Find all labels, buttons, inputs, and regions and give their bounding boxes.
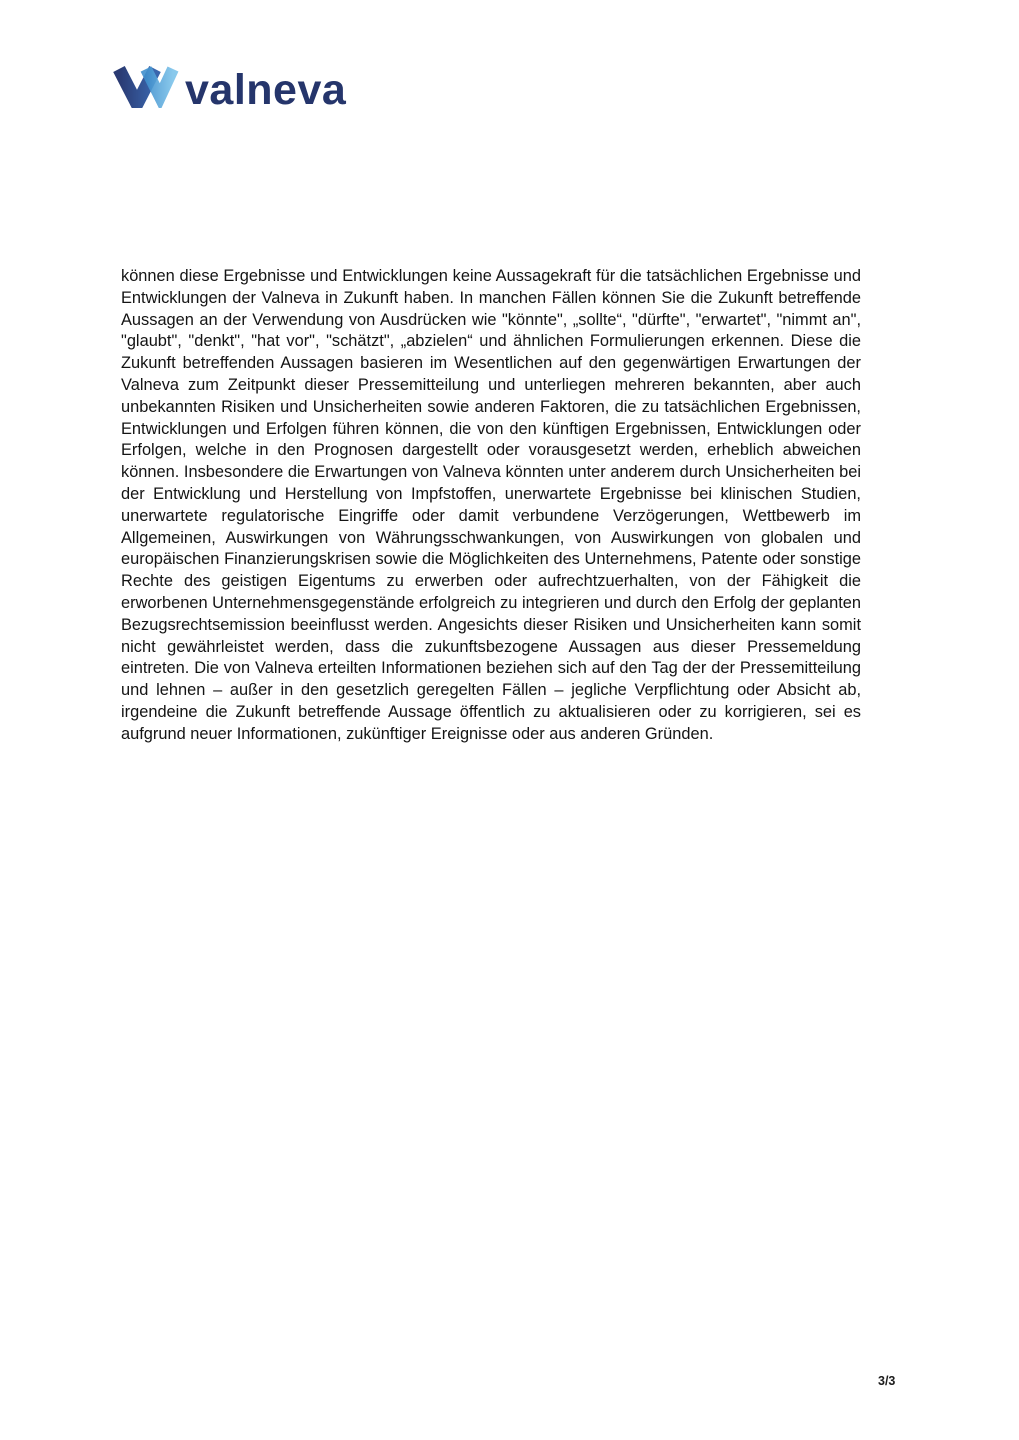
- valneva-logo-wordmark: valneva: [185, 65, 347, 114]
- valneva-w-mark-icon: [112, 64, 180, 108]
- valneva-logo: [112, 64, 347, 114]
- page-number: 3/3: [878, 1374, 896, 1388]
- forward-looking-statements-paragraph: können diese Ergebnisse und Entwicklungen keine Aussagekraft für die tatsächlichen Ergebnisse und Entwicklungen der Valneva in Zukunft haben. In manchen Fällen können Sie die Zukunft betreffende Aussagen an der Verwendung von Ausdrücken wie "könnte", „sollte“, "dürfte", "erwartet", "nimmt an", "glaubt", "denkt", "hat vor", "schätzt", „abzielen“ und ähnlichen Formulierungen erkennen. Diese die Zukunft betreffenden Aussagen basieren im Wesentlichen auf den gegenwärtigen Erwartungen der Valneva zum Zeitpunkt dieser Pressemitteilung und unterliegen mehreren bekannten, aber auch unbekannten Risiken und Unsicherheiten sowie anderen Faktoren, die zu tatsächlichen Ergebnissen, Entwicklungen und Erfolgen führen können, die von den künftigen Ergebnissen, Entwicklungen oder Erfolgen, welche in den Prognosen dargestellt oder vorausgesetzt werden, erheblich abweichen können. Insbesondere die Erwartungen von Valneva könnten unter anderem durch Unsicherheiten bei der Entwicklung und Herstellung von Impfstoffen, unerwartete Ergebnisse bei klinischen Studien, unerwartete regulatorische Eingriffe oder damit verbundene Verzögerungen, Wettbewerb im Allgemeinen, Auswirkungen von Währungsschwankungen, von Auswirkungen von globalen und europäischen Finanzierungskrisen sowie die Möglichkeiten des Unternehmens, Patente oder sonstige Rechte des geistigen Eigentums zu erwerben oder aufrechtzuerhalten, von der Fähigkeit die erworbenen Unternehmensgegenstände erfolgreich zu integrieren und durch den Erfolg der geplanten Bezugsrechtsemission beeinflusst werden. Angesichts dieser Risiken und Unsicherheiten kann somit nicht gewährleistet werden, dass die zukunftsbezogene Aussagen aus dieser Pressemeldung eintreten. Die von Valneva erteilten Informationen beziehen sich auf den Tag der der Pressemitteilung und lehnen – außer in den gesetzlich geregelten Fällen – jegliche Verpflichtung oder Absicht ab, irgendeine die Zukunft betreffende Aussage öffentlich zu aktualisieren oder zu korrigieren, sei es aufgrund neuer Informationen, zukünftiger Ereignisse oder aus anderen Gründen.: [121, 267, 861, 743]
